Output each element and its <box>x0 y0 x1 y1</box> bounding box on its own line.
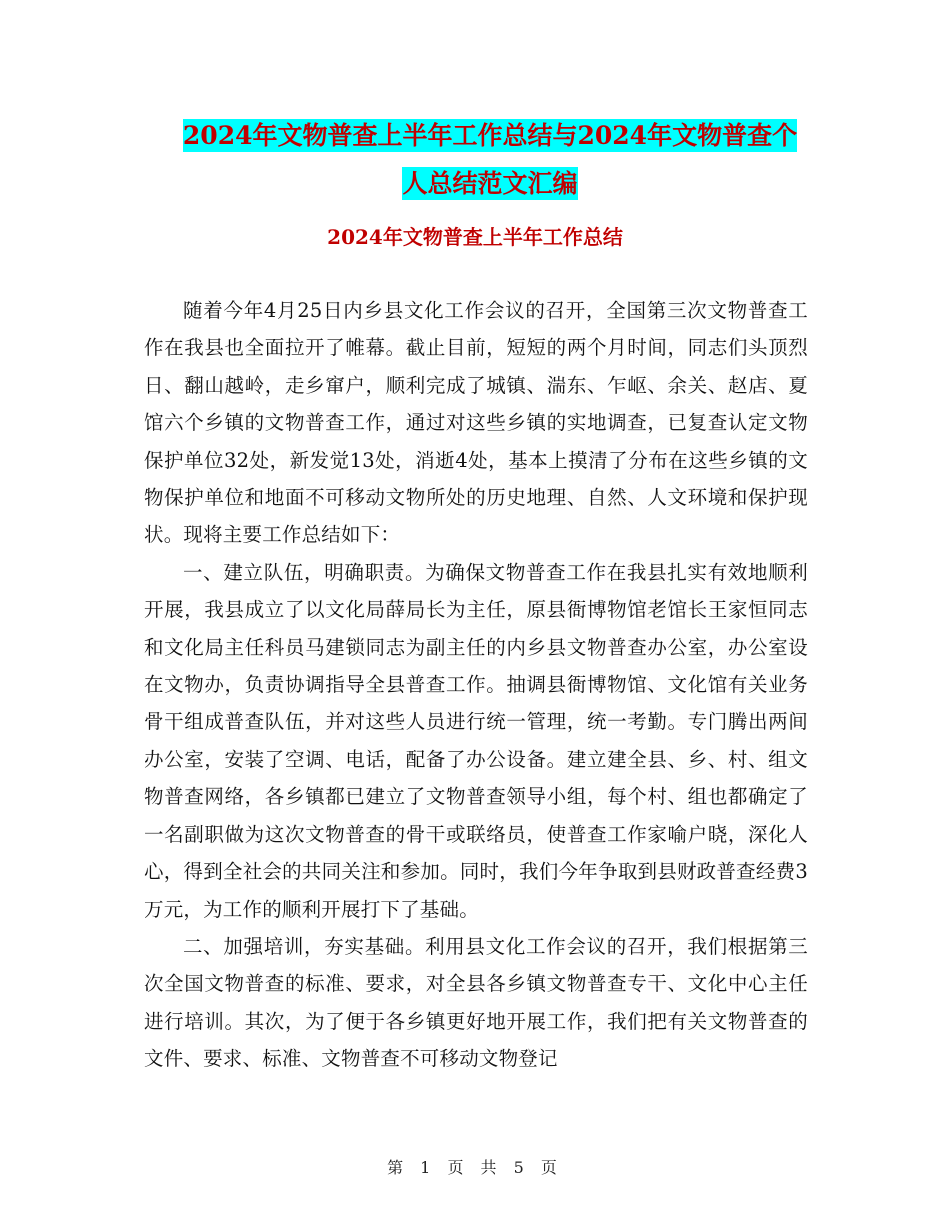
title-line-1: 2024年文物普查上半年工作总结与2024年文物普查个 <box>182 121 798 150</box>
title-line-2: 人总结范文汇编 <box>402 169 578 198</box>
paragraph-team: 一、建立队伍，明确职责。为确保文物普查工作在我县扎实有效地顺利开展，我县成立了以文化局薛局长为主任，原县衙博物馆老馆长王家恒同志和文化局主任科员马建锁同志为副主任的内乡县文物普查办公室，办公室设在文物办，负责协调指导全县普查工作。抽调县衙博物馆、文化馆有关业务骨干组成普查队伍，并对这些人员进行统一管理，统一考勤。专门腾出两间办公室，安装了空调、电话，配备了办公设备。建立建全县、乡、村、组文物普查网络，各乡镇都已建立了文物普查领导小组，每个村、组也都确定了一名副职做为这次文物普查的骨干或联络员，使普查工作家喻户晓，深化人心，得到全社会的共同关注和参加。同时，我们今年争取到县财政普查经费3万元，为工作的顺利开展打下了基础。 <box>144 560 808 921</box>
page-footer: 第 1 页 共 5 页 <box>387 1158 563 1177</box>
document-title <box>140 112 840 208</box>
paragraph-training: 二、加强培训，夯实基础。利用县文化工作会议的召开，我们根据第三次全国文物普查的标准、要求，对全县各乡镇文物普查专干、文化中心主任进行培训。其次，为了便于各乡镇更好地开展工作，我们把有关文物普查的文件、要求、标准、文物普查不可移动文物登记 <box>144 934 808 1071</box>
paragraph-intro: 随着今年4月25日内乡县文化工作会议的召开，全国第三次文物普查工作在我县也全面拉开了帷幕。截止目前，短短的两个月时间，同志们头顶烈日、翻山越岭，走乡窜户，顺利完成了城镇、湍东、乍岖、余关、赵店、夏馆六个乡镇的文物普查工作，通过对这些乡镇的实地调查，已复查认定文物保护单位32处，新发觉13处，消逝4处，基本上摸清了分布在这些乡镇的文物保护单位和地面不可移动文物所处的历史地理、自然、人文环境和保护现状。现将主要工作总结如下： <box>144 299 808 547</box>
body-text <box>144 292 808 1078</box>
section-title: 2024年文物普查上半年工作总结 <box>327 225 623 249</box>
